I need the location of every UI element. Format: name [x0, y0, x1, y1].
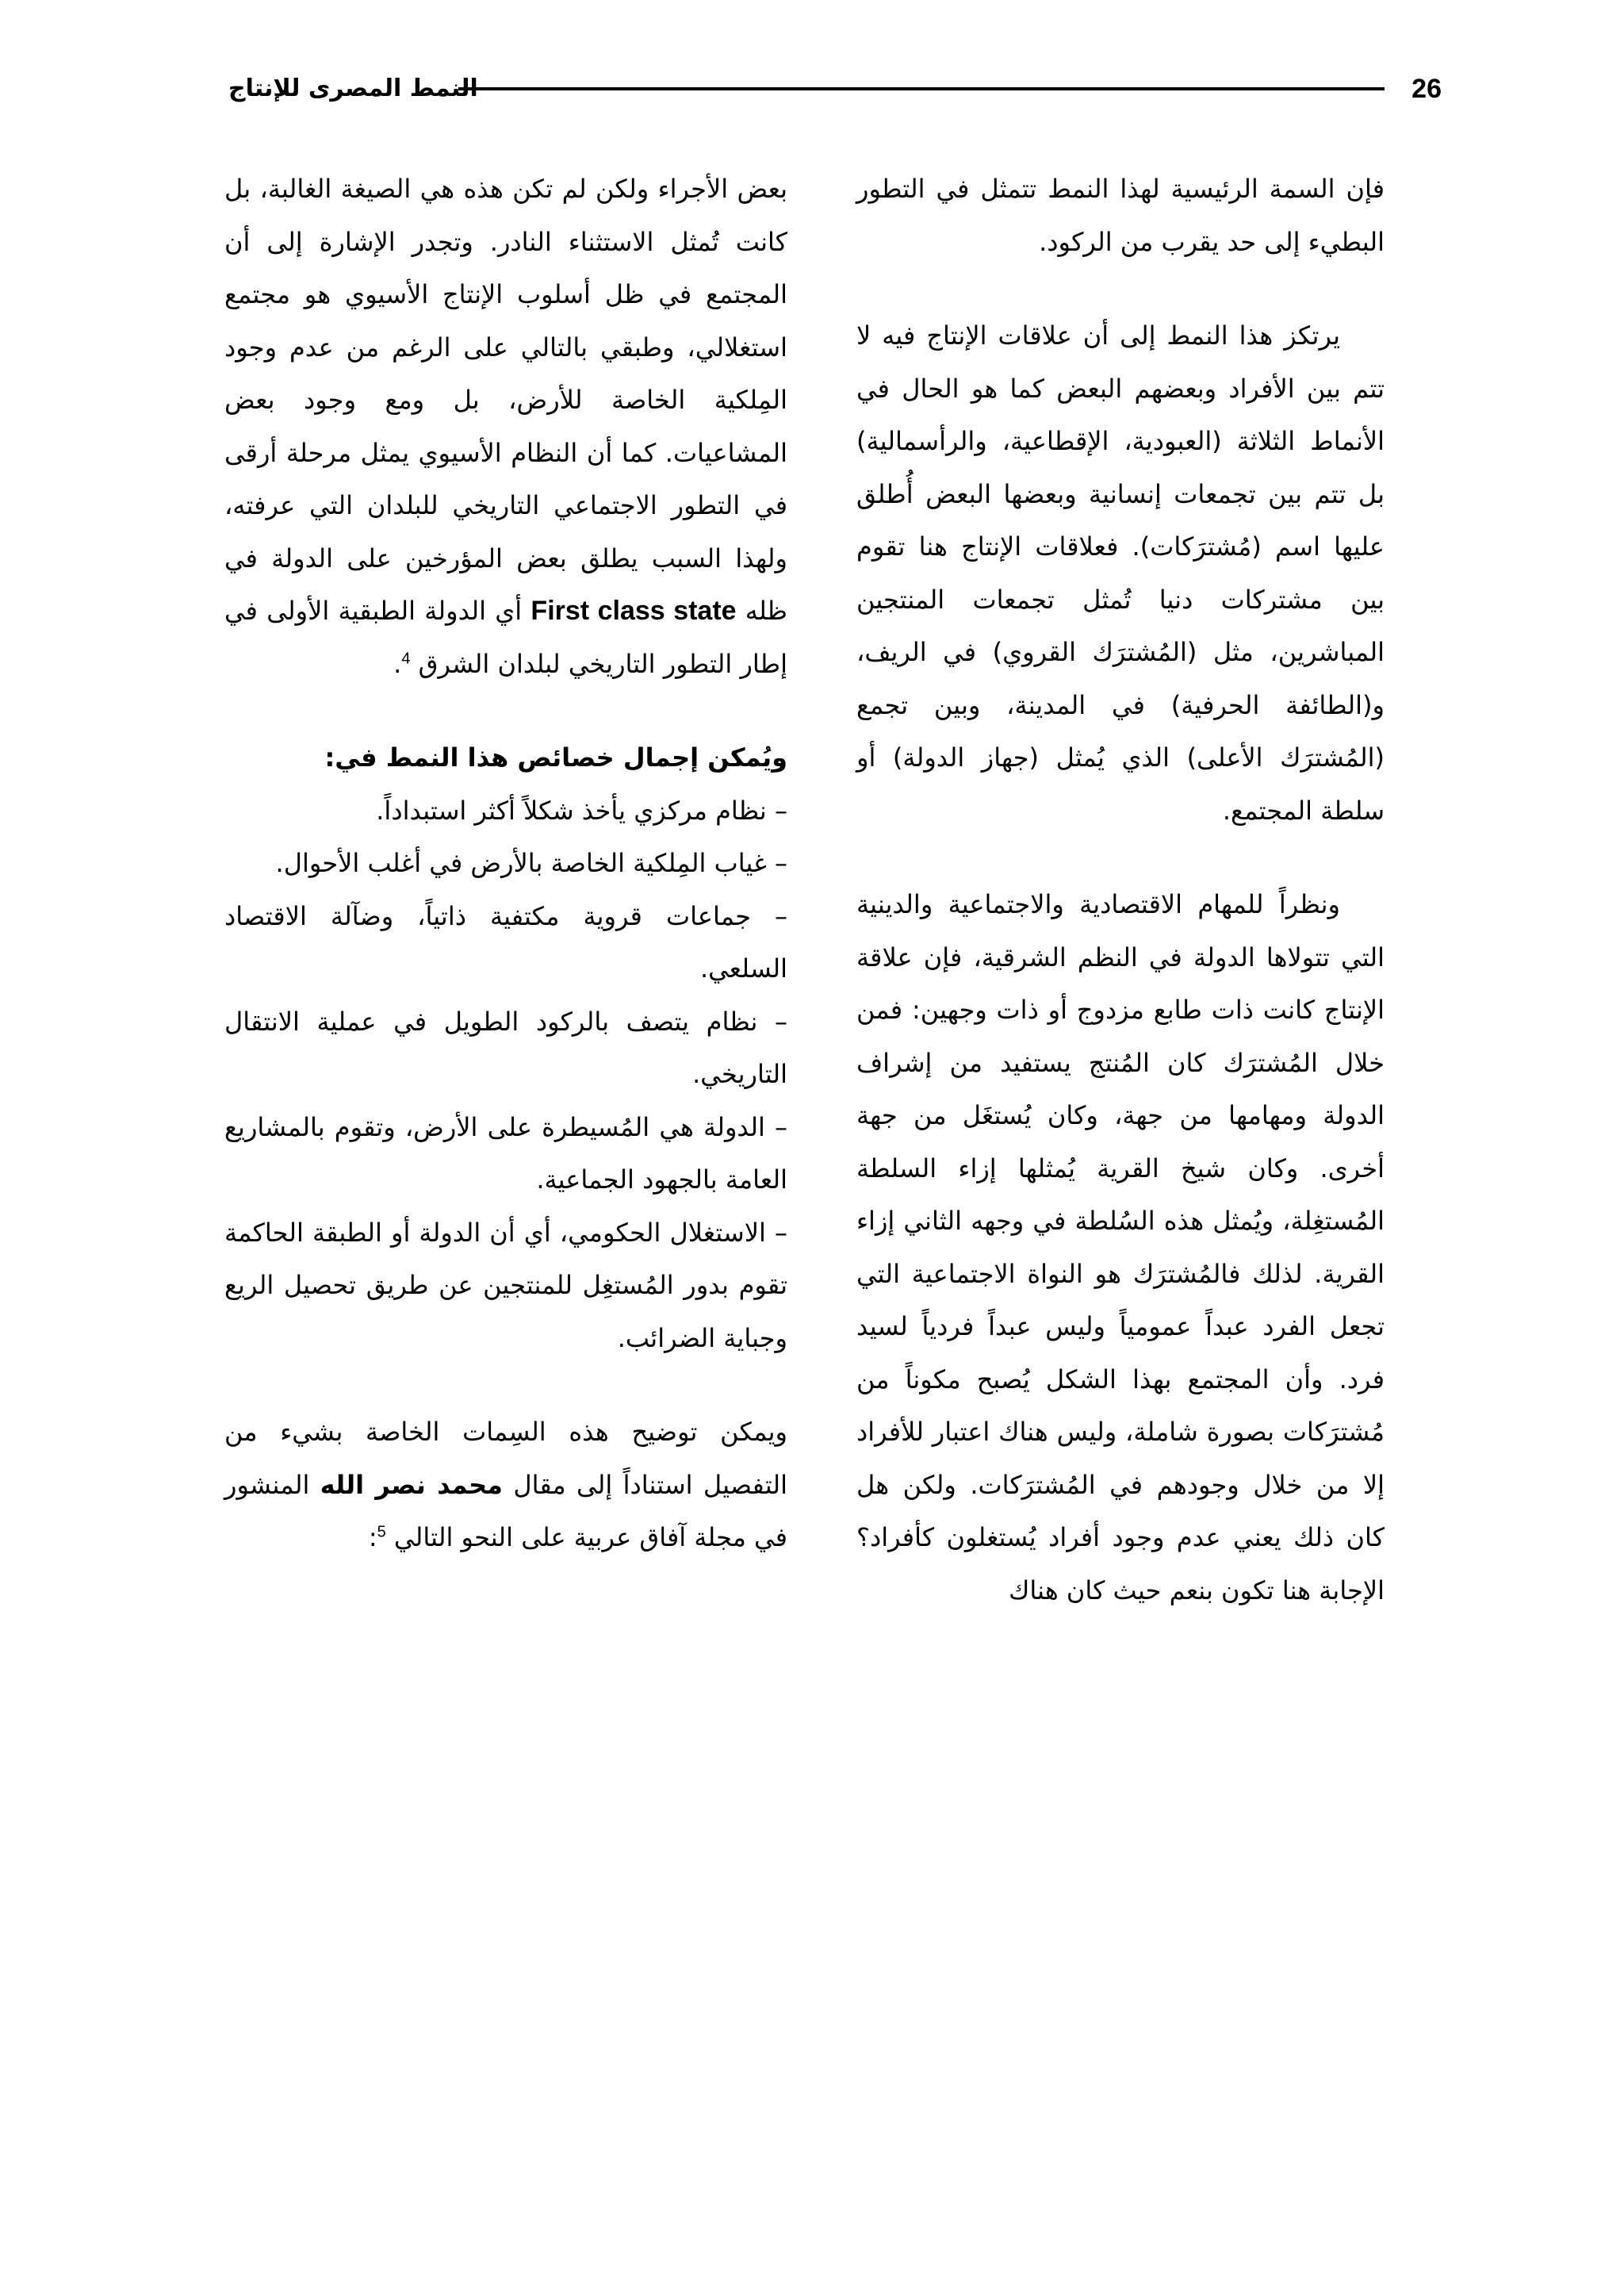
list-item: – نظام مركزي يأخذ شكلاً أكثر استبداداً.	[376, 795, 787, 826]
characteristics-list	[224, 784, 787, 1365]
running-title: النمط المصرى للإنتاج	[228, 75, 478, 102]
punctuation: :	[368, 1522, 377, 1552]
list-item: – الاستغلال الحكومي، أي أن الدولة أو الطبقة الحاكمة تقوم بدور المُستغِل للمنتجين عن طريق تحصيل الريع وجباية الضرائب.	[224, 1217, 787, 1353]
paragraph-text: أي الدولة الطبقية الأولى في إطار التطور التاريخي لبلدان الشرق	[224, 596, 787, 679]
footnote-ref: 5	[377, 1523, 386, 1541]
page-number: 26	[1411, 74, 1442, 104]
paragraph: ونظراً للمهام الاقتصادية والاجتماعية والدينية التي تتولاها الدولة في النظم الشرقية، فإن علاقة الإنتاج كانت ذات طابع مزدوج أو ذات وجهين: فمن خلال المُشترَك كان المُنتج يستفيد من إشراف الدولة ومهامها من جهة، وكان يُستغَل من جهة أخرى. وكان شيخ القرية يُمثلها إزاء السلطة المُستغِلة، ويُمثل هذه السُلطة في وجهه الثاني إزاء القرية. لذلك فالمُشترَك هو النواة الاجتماعية التي تجعل الفرد عبداً عمومياً وليس عبداً فردياً لسيد فرد. وأن المجتمع بهذا الشكل يُصبح مكوناً من مُشترَكات بصورة شاملة، وليس هناك اعتبار للأفراد إلا من خلال وجودهم في المُشترَكات. ولكن هل كان ذلك يعني عدم وجود أفراد يُستغلون كأفراد؟ الإجابة هنا تكون بنعم حيث كان هناك	[856, 889, 1385, 1605]
paragraph: يرتكز هذا النمط إلى أن علاقات الإنتاج فيه لا تتم بين الأفراد وبعضهم البعض كما هو الحال في الأنماط الثلاثة (العبودية، الإقطاعية، والرأسمالية) بل تتم بين تجمعات إنسانية وبعضها البعض أُطلق عليها اسم (مُشترَكات). فعلاقات الإنتاج هنا تقوم بين مشتركات دنيا تُمثل تجمعات المنتجين المباشرين، مثل (المُشترَك القروي) في الريف، و(الطائفة الحرفية) في المدينة، وبين تجمع (المُشترَك الأعلى) الذي يُمثل (جهاز الدولة) أو سلطة المجتمع.	[856, 320, 1385, 826]
paragraph-text: المنشور في مجلة آفاق عربية على النحو التالي	[224, 1469, 787, 1552]
page-header	[228, 65, 1442, 113]
left-column	[224, 163, 787, 1564]
right-column	[856, 163, 1385, 1617]
paragraph: بعض الأجراء ولكن لم تكن هذه هي الصيغة الغالبة، بل كانت تُمثل الاستثناء النادر. وتجدر الإشارة إلى أن المجتمع في ظل أسلوب الإنتاج الأسيوي هو مجتمع استغلالي، وطبقي بالتالي على الرغم من عدم وجود المِلكية الخاصة للأرض، بل ومع وجود بعض المشاعيات. كما أن النظام الأسيوي يمثل مرحلة أرقى في التطور الاجتماعي التاريخي للبلدان التي عرفته، ولهذا السبب يطلق بعض المؤرخين على الدولة في ظله First class state أي الدولة الطبقية الأولى في إطار التطور التاريخي لبلدان الشرق $^4$.	[224, 174, 788, 679]
list-item: – الدولة هي المُسيطرة على الأرض، وتقوم بالمشاريع العامة بالجهود الجماعية.	[224, 1111, 787, 1195]
list-item: – نظام يتصف بالركود الطويل في عملية الانتقال التاريخي.	[224, 1006, 787, 1089]
header-rule	[458, 87, 1385, 90]
paragraph-text: بعض الأجراء ولكن لم تكن هذه هي الصيغة الغالبة، بل كانت تُمثل الاستثناء النادر. وتجدر الإشارة إلى أن المجتمع في ظل أسلوب الإنتاج الأسيوي هو مجتمع استغلالي، وطبقي بالتالي على الرغم من عدم وجود المِلكية الخاصة للأرض، بل ومع وجود بعض المشاعيات. كما أن النظام الأسيوي يمثل مرحلة أرقى في التطور الاجتماعي التاريخي للبلدان التي عرفته، ولهذا السبب يطلق بعض المؤرخين على الدولة في ظله	[224, 174, 788, 626]
paragraph-text: ويمكن توضيح هذه السِمات الخاصة بشيء من التفصيل استناداً إلى مقال	[224, 1417, 788, 1500]
paragraph: فإن السمة الرئيسية لهذا النمط تتمثل في التطور البطيء إلى حد يقرب من الركود.	[856, 174, 1385, 257]
english-term: First class state	[530, 596, 737, 626]
list-item: – جماعات قروية مكتفية ذاتياً، وضآلة الاقتصاد السلعي.	[224, 900, 787, 984]
list-item: – غياب المِلكية الخاصة بالأرض في أغلب الأحوال.	[275, 848, 787, 878]
paragraph	[224, 1406, 787, 1564]
section-heading: ويُمكن إجمال خصائص هذا النمط في:	[324, 742, 787, 773]
footnote-ref: 4	[401, 649, 411, 667]
author-name: محمد نصر الله	[320, 1469, 503, 1500]
